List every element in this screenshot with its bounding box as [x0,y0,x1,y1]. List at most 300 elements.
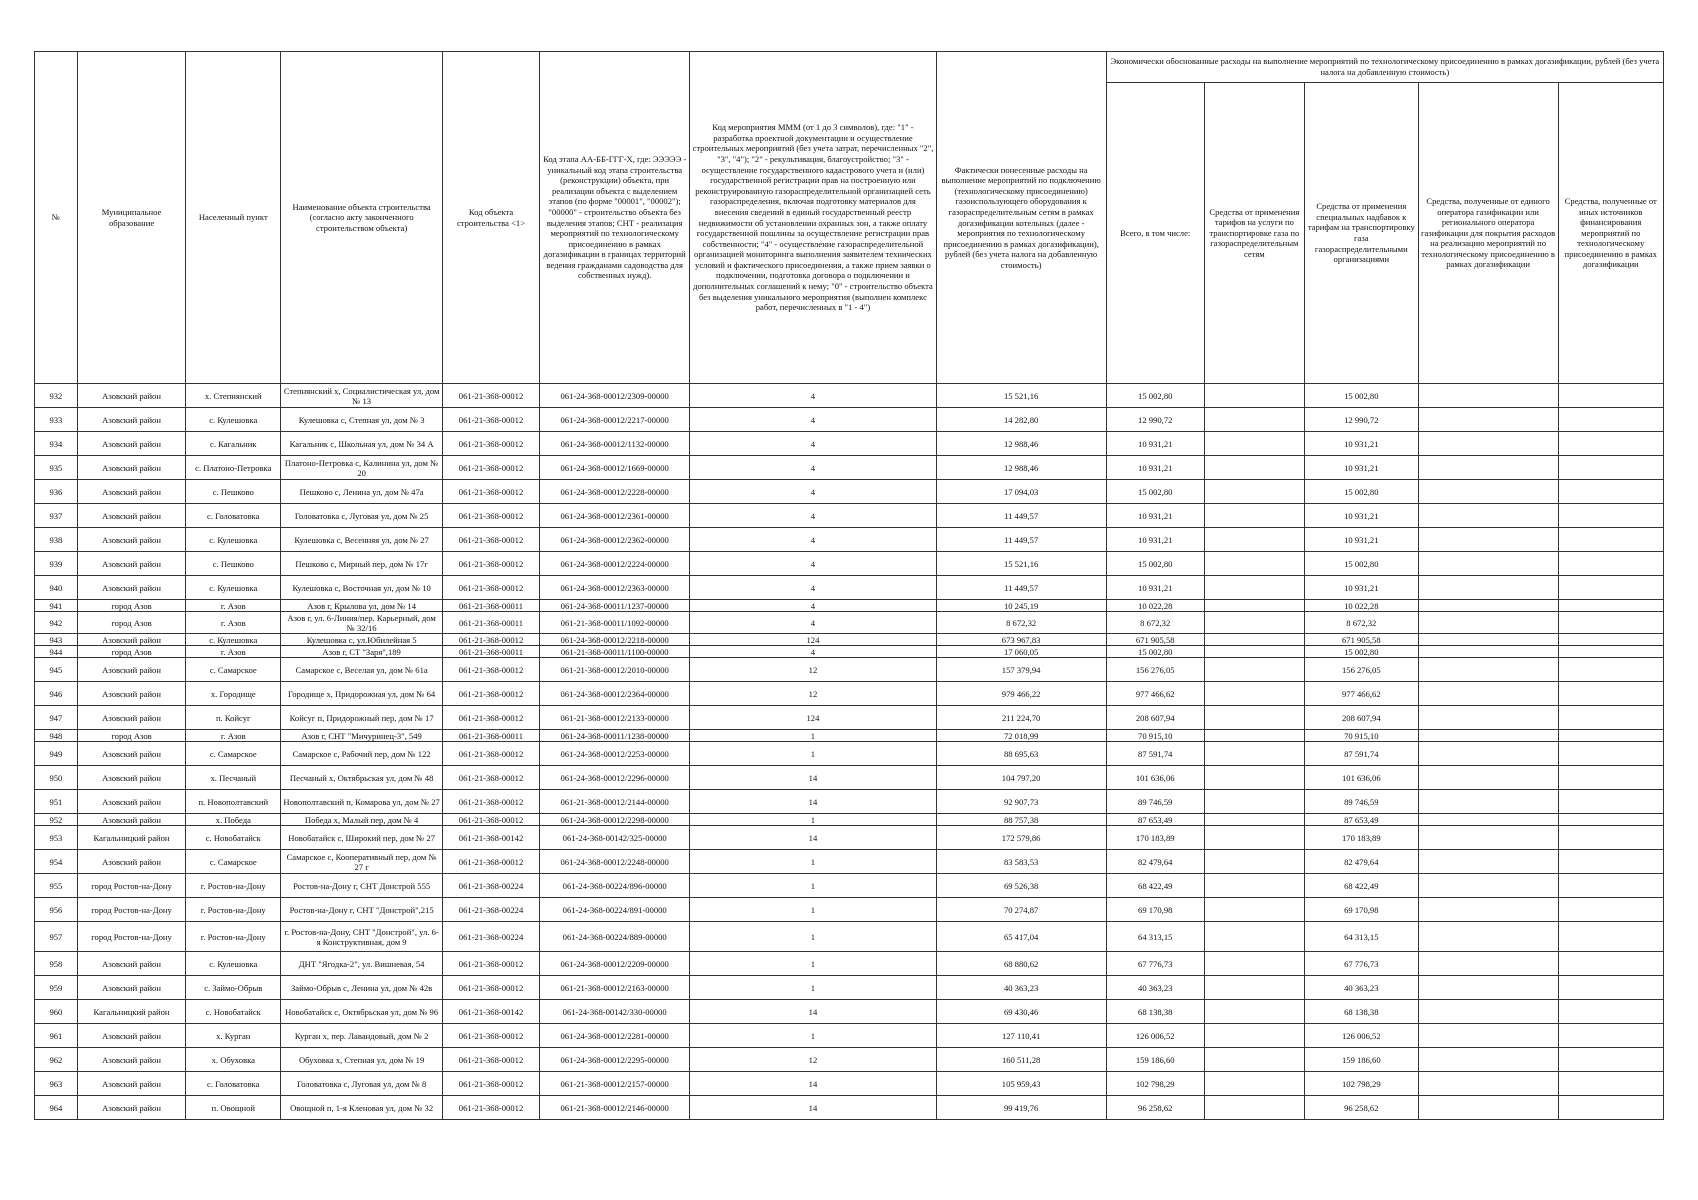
row-activity-code: 14 [690,766,936,790]
table-row [35,850,1664,874]
row-other-sources [1558,576,1664,600]
row-operator-funds [1418,826,1558,850]
row-transport-tariff [1204,730,1304,742]
row-number: 958 [35,952,78,976]
row-other-sources [1558,600,1664,612]
row-special-markups: 87 591,74 [1304,742,1418,766]
row-other-sources [1558,874,1664,898]
row-transport-tariff [1204,922,1304,952]
row-stage-code: 061-21-368-00011/1092-00000 [540,612,690,634]
row-stage-code: 061-24-368-00012/2309-00000 [540,384,690,408]
row-settlement: с. Займо-Обрыв [186,976,281,1000]
row-special-markups: 208 607,94 [1304,706,1418,730]
row-stage-code: 061-24-368-00142/330-00000 [540,1000,690,1024]
row-activity-code: 12 [690,682,936,706]
row-activity-code: 4 [690,408,936,432]
row-object-name: Курган х, пер. Лавандовый, дом № 2 [281,1024,443,1048]
row-transport-tariff [1204,1096,1304,1120]
row-number: 948 [35,730,78,742]
row-stage-code: 061-24-368-00012/2361-00000 [540,504,690,528]
row-special-markups: 40 363,23 [1304,976,1418,1000]
row-transport-tariff [1204,646,1304,658]
row-object-name: ДНТ "Ягодка-2", ул. Вишневая, 54 [281,952,443,976]
row-other-sources [1558,432,1664,456]
row-transport-tariff [1204,408,1304,432]
row-activity-code: 14 [690,790,936,814]
row-actual-costs: 979 466,22 [936,682,1106,706]
row-transport-tariff [1204,552,1304,576]
row-stage-code: 061-24-368-00011/1238-00000 [540,730,690,742]
row-municipality: Азовский район [77,408,186,432]
row-stage-code: 061-24-368-00224/889-00000 [540,922,690,952]
row-number: 960 [35,1000,78,1024]
row-transport-tariff [1204,898,1304,922]
row-actual-costs: 70 274,87 [936,898,1106,922]
table-row [35,682,1664,706]
row-special-markups: 12 990,72 [1304,408,1418,432]
row-total: 15 002,80 [1106,646,1204,658]
row-operator-funds [1418,384,1558,408]
row-number: 962 [35,1048,78,1072]
row-actual-costs: 11 449,57 [936,576,1106,600]
row-transport-tariff [1204,634,1304,646]
row-activity-code: 4 [690,576,936,600]
row-total: 126 006,52 [1106,1024,1204,1048]
document-page [34,51,1664,1120]
row-object-code: 061-21-368-00224 [443,922,540,952]
row-total: 10 022,28 [1106,600,1204,612]
row-number: 937 [35,504,78,528]
row-special-markups: 64 313,15 [1304,922,1418,952]
row-transport-tariff [1204,480,1304,504]
row-actual-costs: 14 282,80 [936,408,1106,432]
row-operator-funds [1418,576,1558,600]
row-operator-funds [1418,552,1558,576]
row-municipality: Азовский район [77,528,186,552]
row-object-name: г. Ростов-на-Дону, СНТ "Донстрой", ул. 6-я Конструктивная, дом 9 [281,922,443,952]
row-municipality: Кагальницкий район [77,826,186,850]
row-special-markups: 15 002,80 [1304,552,1418,576]
row-transport-tariff [1204,456,1304,480]
row-total: 68 422,49 [1106,874,1204,898]
row-operator-funds [1418,612,1558,634]
row-object-code: 061-21-368-00012 [443,976,540,1000]
row-object-name: Новобатайск с, Октябрьская ул, дом № 96 [281,1000,443,1024]
row-special-markups: 69 170,98 [1304,898,1418,922]
row-settlement: с. Головатовка [186,504,281,528]
row-activity-code: 1 [690,898,936,922]
row-settlement: с. Платоно-Петровка [186,456,281,480]
row-total: 208 607,94 [1106,706,1204,730]
row-municipality: Азовский район [77,1024,186,1048]
table-row [35,1072,1664,1096]
row-other-sources [1558,552,1664,576]
row-actual-costs: 211 224,70 [936,706,1106,730]
row-transport-tariff [1204,1000,1304,1024]
row-total: 87 653,49 [1106,814,1204,826]
row-actual-costs: 12 988,46 [936,456,1106,480]
row-transport-tariff [1204,850,1304,874]
row-total: 15 002,80 [1106,480,1204,504]
row-actual-costs: 12 988,46 [936,432,1106,456]
row-special-markups: 67 776,73 [1304,952,1418,976]
row-number: 933 [35,408,78,432]
row-transport-tariff [1204,384,1304,408]
row-settlement: с. Кагальник [186,432,281,456]
row-actual-costs: 17 060,05 [936,646,1106,658]
row-special-markups: 126 006,52 [1304,1024,1418,1048]
row-activity-code: 4 [690,432,936,456]
table-row [35,1048,1664,1072]
row-activity-code: 1 [690,874,936,898]
row-object-name: Азов г, СНТ "Мичуринец-3", 549 [281,730,443,742]
row-municipality: город Ростов-на-Дону [77,922,186,952]
row-object-name: Азов г, ул. 6-Линия/пер. Карьерный, дом № 32/16 [281,612,443,634]
row-special-markups: 70 915,10 [1304,730,1418,742]
table-row [35,790,1664,814]
row-municipality: город Азов [77,730,186,742]
row-operator-funds [1418,922,1558,952]
row-municipality: Азовский район [77,504,186,528]
row-total: 8 672,32 [1106,612,1204,634]
row-object-name: Самарское с, Рабочий пер, дом № 122 [281,742,443,766]
row-stage-code: 061-21-368-00012/2157-00000 [540,1072,690,1096]
row-stage-code: 061-21-368-00012/2163-00000 [540,976,690,1000]
row-other-sources [1558,1096,1664,1120]
row-municipality: Азовский район [77,682,186,706]
row-object-code: 061-21-368-00012 [443,634,540,646]
row-object-name: Кагальник с, Школьная ул, дом № 34 А [281,432,443,456]
row-activity-code: 4 [690,646,936,658]
row-transport-tariff [1204,600,1304,612]
table-row [35,552,1664,576]
row-transport-tariff [1204,874,1304,898]
row-activity-code: 4 [690,480,936,504]
row-object-name: Платоно-Петровка с, Калинина ул, дом № 20 [281,456,443,480]
table-row [35,922,1664,952]
row-actual-costs: 105 959,43 [936,1072,1106,1096]
row-special-markups: 977 466,62 [1304,682,1418,706]
header-transport-tariff: Средства от применения тарифов на услуги по транспортировке газа по газораспределительным сетям [1204,83,1304,384]
row-special-markups: 89 746,59 [1304,790,1418,814]
table-row [35,456,1664,480]
row-settlement: п. Койсуг [186,706,281,730]
row-total: 10 931,21 [1106,528,1204,552]
row-stage-code: 061-24-368-00012/2248-00000 [540,850,690,874]
row-settlement: г. Ростов-на-Дону [186,922,281,952]
table-row [35,634,1664,646]
row-number: 950 [35,766,78,790]
row-object-code: 061-21-368-00012 [443,790,540,814]
row-special-markups: 68 422,49 [1304,874,1418,898]
row-number: 957 [35,922,78,952]
row-activity-code: 4 [690,552,936,576]
row-actual-costs: 69 526,38 [936,874,1106,898]
row-total: 101 636,06 [1106,766,1204,790]
row-special-markups: 15 002,80 [1304,384,1418,408]
row-object-name: Кулешовка с, Степная ул, дом № 3 [281,408,443,432]
row-object-code: 061-21-368-00012 [443,1096,540,1120]
row-municipality: Азовский район [77,576,186,600]
row-object-name: Кулешовка с, ул.Юбилейная 5 [281,634,443,646]
row-other-sources [1558,504,1664,528]
row-special-markups: 68 138,38 [1304,1000,1418,1024]
row-object-code: 061-21-368-00012 [443,552,540,576]
row-other-sources [1558,528,1664,552]
row-number: 936 [35,480,78,504]
row-special-markups: 82 479,64 [1304,850,1418,874]
row-other-sources [1558,730,1664,742]
row-municipality: Азовский район [77,552,186,576]
row-municipality: город Азов [77,600,186,612]
row-object-code: 061-21-368-00012 [443,952,540,976]
row-other-sources [1558,646,1664,658]
row-stage-code: 061-21-368-00012/2010-00000 [540,658,690,682]
row-number: 944 [35,646,78,658]
row-other-sources [1558,384,1664,408]
row-actual-costs: 172 579,86 [936,826,1106,850]
header-activity-code: Код мероприятия МММ (от 1 до 3 символов), где: "1" - разработка проектной документации и осуществление строительных мероприятий (без учета затрат, перечисленных "2", "3", "4"); "2" - рекультивация, благоустройство; "3" - осуществление государственного кадастрового учета и (или) государственной регистрации прав на построенную или реконструированную газораспределительной организацией сеть газораспределения, включая подготовку материалов для внесения сведений в единый государственный реестр недвижимости об установлении охранных зон, а также оплату государственной пошлины за осуществление регистрации прав собственности; "4" - осуществление газораспределительной организацией мониторинга выполнения заявителем технических условий и фактического присоединения, а также прием заявки о подключении, подготовка договора о подключении и дополнительных соглашений к нему; "0" - строительство объекта без выделения уникального мероприятия (выполнен комплекс работ, перечисленных в "1 - 4") [690,52,936,384]
row-operator-funds [1418,742,1558,766]
row-number: 952 [35,814,78,826]
row-municipality: Азовский район [77,658,186,682]
header-other-sources: Средства, полученные от иных источников финансирования мероприятий по технологическому присоединению в рамках догазификации [1558,83,1664,384]
table-row [35,646,1664,658]
row-activity-code: 12 [690,1048,936,1072]
row-other-sources [1558,706,1664,730]
row-other-sources [1558,1072,1664,1096]
row-activity-code: 1 [690,850,936,874]
row-operator-funds [1418,600,1558,612]
row-stage-code: 061-24-368-00011/1237-00000 [540,600,690,612]
row-object-code: 061-21-368-00224 [443,898,540,922]
row-activity-code: 4 [690,456,936,480]
row-settlement: с. Головатовка [186,1072,281,1096]
table-row [35,742,1664,766]
row-number: 934 [35,432,78,456]
header-object-name: Наименование объекта строительства (согласно акту законченного строительством объекта) [281,52,443,384]
row-object-code: 061-21-368-00012 [443,742,540,766]
row-municipality: Азовский район [77,814,186,826]
row-municipality: Азовский район [77,432,186,456]
row-municipality: Азовский район [77,480,186,504]
table-row [35,706,1664,730]
row-special-markups: 10 931,21 [1304,576,1418,600]
row-object-name: Победа х, Малый пер, дом № 4 [281,814,443,826]
row-total: 82 479,64 [1106,850,1204,874]
row-other-sources [1558,456,1664,480]
row-actual-costs: 68 880,62 [936,952,1106,976]
row-object-name: Самарское с, Веселая ул, дом № 61а [281,658,443,682]
row-stage-code: 061-21-368-00012/2144-00000 [540,790,690,814]
row-activity-code: 12 [690,658,936,682]
row-other-sources [1558,976,1664,1000]
row-other-sources [1558,1048,1664,1072]
table-row [35,952,1664,976]
row-total: 69 170,98 [1106,898,1204,922]
row-operator-funds [1418,976,1558,1000]
row-operator-funds [1418,456,1558,480]
row-activity-code: 14 [690,1096,936,1120]
row-settlement: с. Пешково [186,480,281,504]
row-operator-funds [1418,682,1558,706]
row-number: 954 [35,850,78,874]
row-transport-tariff [1204,742,1304,766]
row-special-markups: 10 022,28 [1304,600,1418,612]
row-operator-funds [1418,814,1558,826]
row-total: 977 466,62 [1106,682,1204,706]
row-object-name: Кулешовка с, Восточная ул, дом № 10 [281,576,443,600]
row-municipality: Азовский район [77,850,186,874]
row-settlement: г. Азов [186,730,281,742]
row-object-code: 061-21-368-00012 [443,1024,540,1048]
row-number: 951 [35,790,78,814]
row-settlement: с. Новобатайск [186,1000,281,1024]
row-special-markups: 102 798,29 [1304,1072,1418,1096]
row-settlement: с. Кулешовка [186,952,281,976]
row-object-name: Ростов-на-Дону г, СНТ "Донстрой",215 [281,898,443,922]
header-object-code: Код объекта строительства <1> [443,52,540,384]
table-row [35,480,1664,504]
row-activity-code: 4 [690,528,936,552]
row-actual-costs: 673 967,83 [936,634,1106,646]
row-other-sources [1558,826,1664,850]
row-activity-code: 1 [690,730,936,742]
row-object-code: 061-21-368-00011 [443,646,540,658]
row-settlement: х. Городище [186,682,281,706]
row-settlement: с. Пешково [186,552,281,576]
row-other-sources [1558,790,1664,814]
row-actual-costs: 157 379,94 [936,658,1106,682]
row-operator-funds [1418,898,1558,922]
row-operator-funds [1418,952,1558,976]
row-object-code: 061-21-368-00224 [443,874,540,898]
row-total: 15 002,80 [1106,552,1204,576]
row-other-sources [1558,658,1664,682]
row-operator-funds [1418,1048,1558,1072]
row-stage-code: 061-24-368-00012/1132-00000 [540,432,690,456]
row-actual-costs: 69 430,46 [936,1000,1106,1024]
row-activity-code: 14 [690,826,936,850]
row-actual-costs: 11 449,57 [936,528,1106,552]
row-activity-code: 1 [690,952,936,976]
row-object-name: Новобатайск с, Широкий пер, дом № 27 [281,826,443,850]
row-actual-costs: 99 419,76 [936,1096,1106,1120]
row-activity-code: 4 [690,612,936,634]
row-special-markups: 10 931,21 [1304,528,1418,552]
row-other-sources [1558,634,1664,646]
row-activity-code: 4 [690,384,936,408]
row-transport-tariff [1204,1024,1304,1048]
row-settlement: х. Курган [186,1024,281,1048]
table-row [35,384,1664,408]
header-operator-funds: Средства, полученные от единого оператора газификации или регионального оператора газификации для покрытия расходов на реализацию мероприятий по технологическому присоединению в рамках догазификации [1418,83,1558,384]
row-object-name: Обуховка х, Степная ул, дом № 19 [281,1048,443,1072]
row-transport-tariff [1204,814,1304,826]
row-number: 945 [35,658,78,682]
row-object-code: 061-21-368-00012 [443,1048,540,1072]
row-other-sources [1558,1024,1664,1048]
row-other-sources [1558,682,1664,706]
row-operator-funds [1418,646,1558,658]
row-object-name: Самарское с, Кооперативный пер, дом № 27 г [281,850,443,874]
table-row [35,1096,1664,1120]
row-object-name: Займо-Обрыв с, Ленина ул, дом № 42в [281,976,443,1000]
row-settlement: х. Песчаный [186,766,281,790]
row-object-code: 061-21-368-00012 [443,766,540,790]
row-number: 963 [35,1072,78,1096]
row-total: 156 276,05 [1106,658,1204,682]
row-object-name: Новополтавский п, Комарова ул, дом № 27 [281,790,443,814]
row-settlement: с. Кулешовка [186,528,281,552]
row-object-code: 061-21-368-00012 [443,706,540,730]
row-settlement: г. Азов [186,612,281,634]
row-object-code: 061-21-368-00142 [443,1000,540,1024]
row-operator-funds [1418,432,1558,456]
row-special-markups: 10 931,21 [1304,504,1418,528]
row-settlement: с. Самарское [186,742,281,766]
row-object-code: 061-21-368-00012 [443,850,540,874]
row-number: 964 [35,1096,78,1120]
row-settlement: г. Ростов-на-Дону [186,874,281,898]
row-object-code: 061-21-368-00012 [443,576,540,600]
row-total: 40 363,23 [1106,976,1204,1000]
row-actual-costs: 88 695,63 [936,742,1106,766]
row-other-sources [1558,952,1664,976]
row-transport-tariff [1204,504,1304,528]
row-municipality: город Азов [77,646,186,658]
row-object-name: Азов г, СТ "Заря",189 [281,646,443,658]
row-operator-funds [1418,766,1558,790]
row-total: 10 931,21 [1106,456,1204,480]
row-stage-code: 061-24-368-00224/896-00000 [540,874,690,898]
row-number: 935 [35,456,78,480]
row-municipality: Азовский район [77,976,186,1000]
row-number: 939 [35,552,78,576]
row-object-code: 061-21-368-00012 [443,528,540,552]
row-actual-costs: 8 672,32 [936,612,1106,634]
row-total: 671 905,58 [1106,634,1204,646]
row-other-sources [1558,612,1664,634]
row-stage-code: 061-24-368-00012/2253-00000 [540,742,690,766]
row-settlement: с. Самарское [186,850,281,874]
table-row [35,1024,1664,1048]
row-total: 159 186,60 [1106,1048,1204,1072]
table-row [35,898,1664,922]
row-number: 942 [35,612,78,634]
row-number: 949 [35,742,78,766]
row-activity-code: 1 [690,1024,936,1048]
row-settlement: г. Азов [186,600,281,612]
header-municipality: Муниципальное образование [77,52,186,384]
row-total: 10 931,21 [1106,504,1204,528]
row-other-sources [1558,742,1664,766]
row-operator-funds [1418,874,1558,898]
row-special-markups: 96 258,62 [1304,1096,1418,1120]
row-object-code: 061-21-368-00012 [443,682,540,706]
row-transport-tariff [1204,1048,1304,1072]
row-other-sources [1558,1000,1664,1024]
row-actual-costs: 127 110,41 [936,1024,1106,1048]
row-stage-code: 061-24-368-00224/891-00000 [540,898,690,922]
row-stage-code: 061-24-368-00012/2295-00000 [540,1048,690,1072]
row-actual-costs: 15 521,16 [936,384,1106,408]
row-activity-code: 14 [690,1072,936,1096]
row-settlement: с. Самарское [186,658,281,682]
row-operator-funds [1418,504,1558,528]
row-activity-code: 14 [690,1000,936,1024]
row-actual-costs: 40 363,23 [936,976,1106,1000]
